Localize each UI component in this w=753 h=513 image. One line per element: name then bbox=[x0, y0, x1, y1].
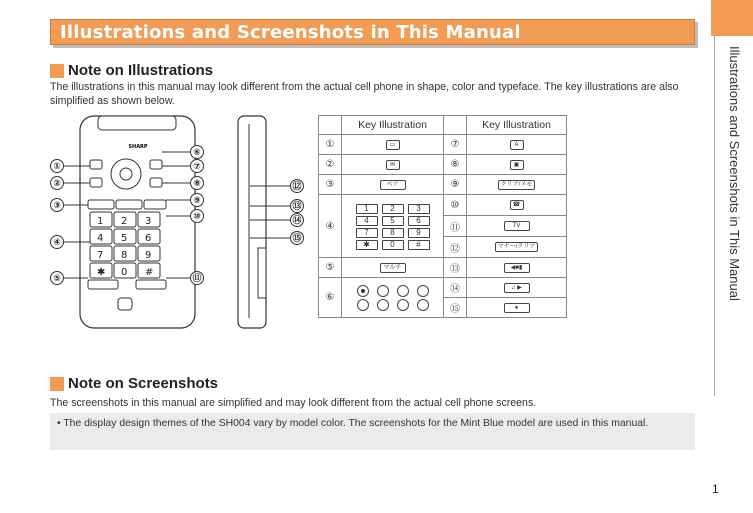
mail-key-icon: ▭ bbox=[386, 140, 400, 150]
row-number: ⑩ bbox=[444, 195, 467, 216]
row-number: ⑦ bbox=[444, 135, 467, 155]
keypad-cell bbox=[342, 195, 444, 258]
key-6: 6 bbox=[408, 216, 430, 226]
callout-15: ⑮ bbox=[290, 231, 304, 245]
key-3: 3 bbox=[408, 204, 430, 214]
row-number: ⑧ bbox=[444, 155, 467, 175]
key-2: 2 bbox=[382, 204, 404, 214]
page-title: Illustrations and Screenshots in This Manual bbox=[60, 22, 521, 43]
section-heading-illustrations bbox=[50, 62, 213, 79]
key-cell bbox=[467, 175, 567, 195]
key-cell bbox=[467, 237, 567, 258]
tv-key-icon: TV bbox=[504, 221, 530, 231]
row-number: ① bbox=[319, 135, 342, 155]
row-number: ⑬ bbox=[444, 258, 467, 278]
key-hash: # bbox=[408, 240, 430, 250]
callout-11: ⑪ bbox=[190, 271, 204, 285]
page-title-bar bbox=[50, 19, 695, 45]
callout-14: ⑭ bbox=[290, 213, 304, 227]
volume-key-icon: ◀■▮ bbox=[504, 263, 530, 273]
key-illustration-table bbox=[318, 115, 567, 318]
record-key-icon: ● bbox=[504, 303, 530, 313]
svg-text:3: 3 bbox=[145, 216, 152, 227]
music-key-icon: ♫ ▶ bbox=[504, 283, 530, 293]
web-key-icon: ▣ bbox=[510, 160, 524, 170]
key-star: ✱ bbox=[356, 240, 378, 250]
table-header: Key Illustration bbox=[467, 116, 567, 135]
up-nav-icon bbox=[357, 299, 369, 311]
phone-figure bbox=[50, 108, 315, 333]
illustrations-paragraph: The illustrations in this manual may look different from the actual cell phone in shape, color and typeface. The key illustrations are also simplified as shown below. bbox=[50, 81, 679, 107]
svg-text:4: 4 bbox=[97, 233, 104, 244]
section-heading-screenshots bbox=[50, 375, 218, 392]
key-cell bbox=[342, 258, 444, 278]
call-key-icon: ペア bbox=[380, 180, 406, 190]
row-number: ② bbox=[319, 155, 342, 175]
callout-4: ④ bbox=[50, 235, 64, 249]
row-number: ⑥ bbox=[319, 278, 342, 318]
page-number: 1 bbox=[712, 482, 719, 496]
phone-drawing bbox=[50, 108, 315, 333]
key-cell bbox=[467, 155, 567, 175]
svg-text:9: 9 bbox=[145, 250, 152, 261]
brand-text: SHARP bbox=[128, 144, 148, 150]
key-0: 0 bbox=[382, 240, 404, 250]
updown-nav-icon bbox=[397, 285, 409, 297]
key-cell bbox=[342, 155, 444, 175]
note-box bbox=[50, 413, 695, 450]
row-number: ④ bbox=[319, 195, 342, 258]
row-number: ⑪ bbox=[444, 216, 467, 237]
heading-text: Note on Screenshots bbox=[68, 375, 219, 392]
svg-text:6: 6 bbox=[145, 233, 152, 244]
callout-3: ③ bbox=[50, 198, 64, 212]
left-nav-icon bbox=[397, 299, 409, 311]
side-tab bbox=[711, 0, 753, 36]
envelope-key-icon: ✉ bbox=[386, 160, 400, 170]
heading-text: Note on Illustrations bbox=[68, 62, 214, 79]
phone-key-icon: ☎ bbox=[510, 200, 524, 210]
callout-5: ⑤ bbox=[50, 271, 64, 285]
row-number: ⑮ bbox=[444, 298, 467, 318]
key-7: 7 bbox=[356, 228, 378, 238]
svg-text:7: 7 bbox=[97, 250, 104, 261]
leftright-nav-icon bbox=[417, 285, 429, 297]
callout-6: ⑥ bbox=[190, 145, 204, 159]
key-1: 1 bbox=[356, 204, 378, 214]
svg-text:0: 0 bbox=[121, 267, 128, 278]
key-5: 5 bbox=[382, 216, 404, 226]
multi-key-icon: マルチ bbox=[380, 263, 406, 273]
key-cell bbox=[467, 258, 567, 278]
down-nav-icon bbox=[377, 299, 389, 311]
callout-1: ① bbox=[50, 159, 64, 173]
key-cell bbox=[467, 135, 567, 155]
svg-text:5: 5 bbox=[121, 233, 128, 244]
row-number: ⑤ bbox=[319, 258, 342, 278]
key-4: 4 bbox=[356, 216, 378, 226]
right-nav-icon bbox=[417, 299, 429, 311]
callout-7: ⑦ bbox=[190, 159, 204, 173]
key-cell bbox=[467, 278, 567, 298]
key-cell bbox=[342, 135, 444, 155]
key-9: 9 bbox=[408, 228, 430, 238]
callout-10: ⑩ bbox=[190, 209, 204, 223]
multi-nav-icon bbox=[377, 285, 389, 297]
row-number: ⑫ bbox=[444, 237, 467, 258]
row-number: ⑨ bbox=[444, 175, 467, 195]
nav-key-cell bbox=[342, 278, 444, 318]
app-key-icon: A bbox=[510, 140, 524, 150]
callout-9: ⑨ bbox=[190, 193, 204, 207]
svg-text:✱: ✱ bbox=[97, 267, 106, 278]
clear-key-icon: クリア/メモ bbox=[498, 180, 536, 190]
key-cell bbox=[467, 216, 567, 237]
svg-text:8: 8 bbox=[121, 250, 128, 261]
side-rule bbox=[714, 36, 715, 396]
row-number: ③ bbox=[319, 175, 342, 195]
key-cell bbox=[467, 298, 567, 318]
callout-8: ⑧ bbox=[190, 176, 204, 190]
callout-13: ⑬ bbox=[290, 199, 304, 213]
key-8: 8 bbox=[382, 228, 404, 238]
svg-text:1: 1 bbox=[97, 216, 104, 227]
callout-2: ② bbox=[50, 176, 64, 190]
key-cell bbox=[467, 195, 567, 216]
side-section-label: Illustrations and Screenshots in This Manual bbox=[727, 46, 742, 301]
svg-text:2: 2 bbox=[121, 216, 128, 227]
heading-square-icon bbox=[50, 64, 64, 78]
heading-square-icon bbox=[50, 377, 64, 391]
note-text: • The display design themes of the SH004 vary by model color. The screenshots for the Mint Blue model are used in this manual. bbox=[57, 418, 649, 429]
key-cell bbox=[342, 175, 444, 195]
callout-12: ⑫ bbox=[290, 179, 304, 193]
screenshots-paragraph: The screenshots in this manual are simplified and may look different from the actual cell phone screens. bbox=[50, 397, 537, 409]
row-number: ⑭ bbox=[444, 278, 467, 298]
table-header: Key Illustration bbox=[342, 116, 444, 135]
manner-key-icon: マナー/クリア bbox=[495, 242, 539, 252]
svg-text:#: # bbox=[145, 267, 154, 278]
center-key-icon bbox=[357, 285, 369, 297]
